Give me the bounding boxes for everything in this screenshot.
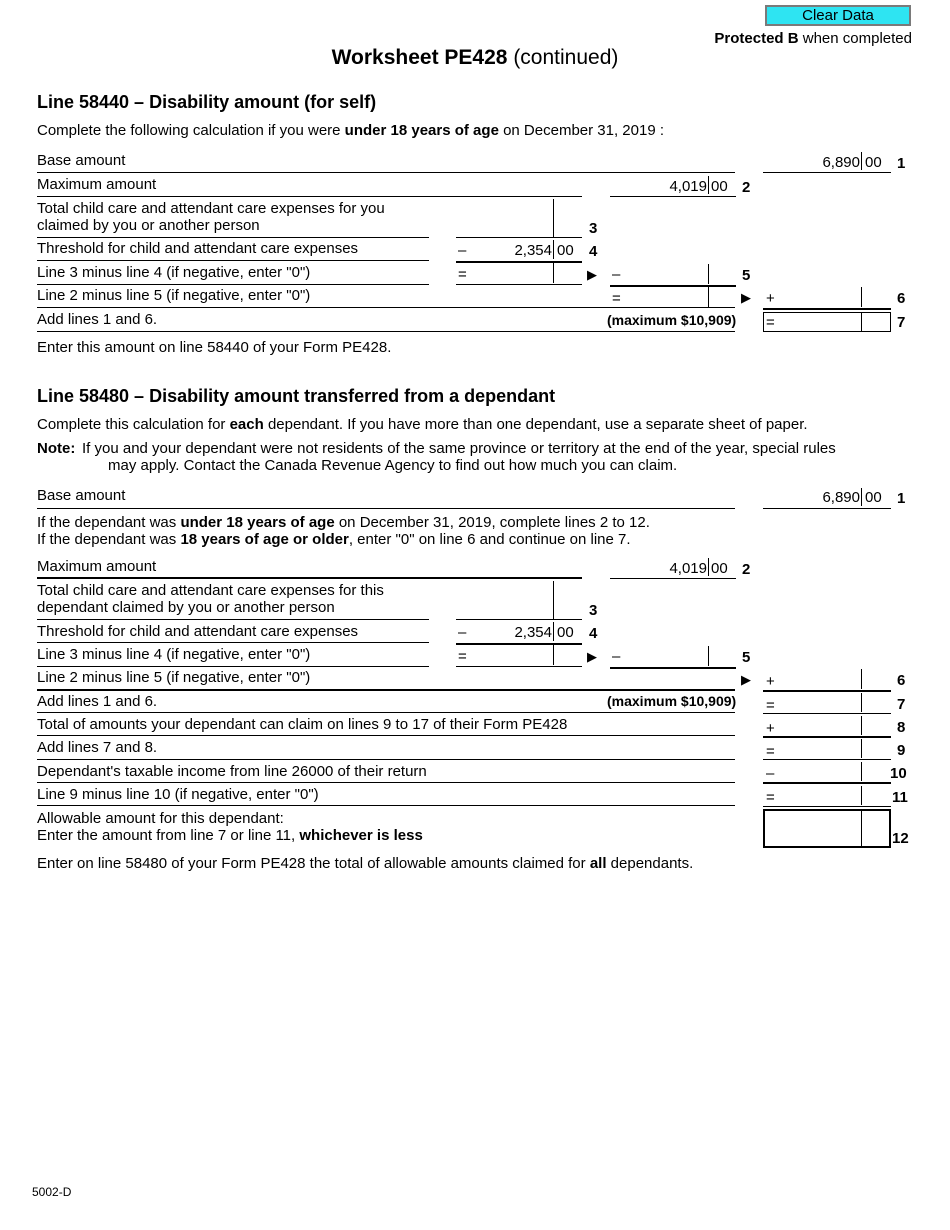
s2-l9m10-rule <box>37 805 735 806</box>
s2-base-field-rule <box>763 508 891 509</box>
title-rest: (continued) <box>507 46 619 69</box>
s2-childcare-input[interactable] <box>456 581 582 619</box>
s2-allowable-bold: whichever is less <box>299 827 423 844</box>
page-title <box>0 46 950 70</box>
s1-l2m5-label: Line 2 minus line 5 (if negative, enter "0") <box>37 287 311 304</box>
s2-line7-equals: = <box>766 697 775 714</box>
s1-intro-bold: under 18 years of age <box>344 122 499 139</box>
s2-childcare-rule <box>37 619 429 620</box>
s2-l3m4-rule <box>37 666 429 667</box>
s1-line7-input[interactable] <box>763 312 891 332</box>
s1-l3m4-input[interactable] <box>456 263 582 284</box>
s2-threshold-rule <box>37 642 429 643</box>
s2-total-claim-label: Total of amounts your dependant can claim on lines 9 to 17 of their Form PE428 <box>37 716 568 733</box>
s2-line9-sep <box>861 739 862 758</box>
s1-line-5: 5 <box>742 267 751 284</box>
s2-line11-field-rule <box>763 806 891 807</box>
s2-dep-b-bold: 18 years of age or older <box>180 531 349 548</box>
s2-dep-b-post: , enter "0" on line 6 and continue on line 7. <box>348 531 631 548</box>
s2-line-12: 12 <box>892 830 909 847</box>
s1-childcare-sep <box>553 199 554 237</box>
s2-line-3: 3 <box>589 602 598 619</box>
s2-intro-bold: each <box>229 416 264 433</box>
s2-taxable-rule <box>37 782 735 783</box>
s2-dependant-b <box>37 531 631 548</box>
s2-l3m4-equals: = <box>458 648 467 665</box>
s2-line-11: 11 <box>892 789 908 806</box>
s1-threshold-rule <box>37 260 429 261</box>
s1-threshold-label: Threshold for child and attendant care expenses <box>37 240 359 257</box>
s2-footer-bold: all <box>589 855 607 872</box>
s1-add16-rule <box>37 331 735 332</box>
s2-l2m5-rule <box>37 689 735 691</box>
s2-line5-sep <box>708 646 709 666</box>
s2-dep-a-bold: under 18 years of age <box>180 514 335 531</box>
s1-max-label: Maximum amount <box>37 176 157 193</box>
title-bold: Worksheet PE428 <box>331 46 508 69</box>
s2-threshold-minus: – <box>458 624 467 641</box>
s1-threshold-minus: – <box>458 242 467 259</box>
s2-base-label: Base amount <box>37 487 126 504</box>
s2-line7-field-rule <box>763 713 891 714</box>
s1-line7-sep <box>861 312 862 331</box>
clear-data-button[interactable]: Clear Data <box>765 5 911 26</box>
s2-line5-minus: – <box>612 648 621 665</box>
s1-intro-pre: Complete the following calculation if you were <box>37 122 345 139</box>
s2-childcare-sep <box>553 581 554 619</box>
section2-heading: Line 58480 – Disability amount transferred from a dependant <box>37 386 556 406</box>
s2-line11-input[interactable] <box>763 786 891 806</box>
s2-line10-sep <box>861 762 862 781</box>
s2-line10-field-rule <box>763 782 891 784</box>
s1-base-cents: 00 <box>865 154 882 171</box>
s2-dependant-a <box>37 514 650 531</box>
s2-max-label: Maximum amount <box>37 558 157 575</box>
s2-base-rule <box>37 508 735 509</box>
section1-intro <box>37 122 664 139</box>
s2-line5-field-rule <box>610 667 736 669</box>
protected-b-text: Protected B <box>714 30 799 47</box>
s2-line9-equals: = <box>766 743 775 760</box>
s2-line6-field-rule <box>763 690 891 692</box>
s1-line5-sep <box>708 264 709 284</box>
s1-childcare-field-rule <box>456 237 582 238</box>
s2-line-7: 7 <box>897 696 906 713</box>
s2-note-line-2: may apply. Contact the Canada Revenue Agency to find out how much you can claim. <box>108 457 678 474</box>
s2-line8-input[interactable] <box>763 716 891 736</box>
s2-line8-plus: + <box>766 720 775 737</box>
s2-line6-plus: + <box>766 673 775 690</box>
s2-line-1: 1 <box>897 490 906 507</box>
s1-line-3: 3 <box>589 220 598 237</box>
s1-max-dollars: 4,019 <box>669 178 707 195</box>
s2-max-dollars: 4,019 <box>669 560 707 577</box>
s2-add16-label: Add lines 1 and 6. <box>37 693 158 710</box>
s2-l2m5-label: Line 2 minus line 5 (if negative, enter "0") <box>37 669 311 686</box>
s2-line8-field-rule <box>763 736 891 738</box>
s1-base-rule <box>37 172 735 173</box>
s2-l3m4-label: Line 3 minus line 4 (if negative, enter "0") <box>37 646 311 663</box>
protected-b-label <box>714 30 912 47</box>
section2-intro <box>37 416 808 433</box>
s2-total-claim-rule <box>37 735 735 736</box>
s1-line-2: 2 <box>742 179 751 196</box>
s1-line-4: 4 <box>589 243 598 260</box>
s2-line10-minus: – <box>766 765 775 782</box>
s2-line-8: 8 <box>897 719 906 736</box>
s1-line5-minus: – <box>612 266 621 283</box>
s1-max-field-rule <box>610 196 736 197</box>
s1-threshold-dollars: 2,354 <box>514 242 552 259</box>
s2-line7-sep <box>861 693 862 712</box>
s1-l3m4-arrow: ▶ <box>587 267 597 282</box>
s2-line-4: 4 <box>589 625 598 642</box>
s2-line5-input[interactable] <box>610 645 736 667</box>
s1-base-field-rule <box>763 172 891 173</box>
s1-l3m4-sep <box>553 263 554 283</box>
s2-childcare-field-rule <box>456 619 582 620</box>
s2-line9-field-rule <box>763 759 891 760</box>
s2-base-dollars: 6,890 <box>822 489 860 506</box>
s2-intro-post: dependant. If you have more than one dependant, use a separate sheet of paper. <box>263 416 808 433</box>
s2-maximum-note: (maximum $10,909) <box>607 693 737 709</box>
s2-threshold-sep <box>553 622 554 641</box>
s1-line7-equals: = <box>766 314 775 331</box>
s1-add16-label: Add lines 1 and 6. <box>37 311 158 328</box>
s2-max-rule <box>37 577 582 579</box>
s2-add16-rule <box>37 712 735 713</box>
s1-base-sep <box>861 152 862 170</box>
s1-max-sep <box>708 176 709 194</box>
s1-line6-plus: + <box>766 290 775 307</box>
s1-threshold-cents: 00 <box>557 242 574 259</box>
s2-line11-sep <box>861 786 862 805</box>
s2-threshold-label: Threshold for child and attendant care expenses <box>37 623 359 640</box>
s1-l2m5-equals: = <box>612 290 621 307</box>
s2-childcare-label-1: Total child care and attendant care expenses for this <box>37 582 384 599</box>
s1-l3m4-rule <box>37 284 429 285</box>
form-code: 5002-D <box>32 1185 72 1199</box>
s1-l2m5-rule <box>37 307 735 308</box>
s2-l2m5-arrow: ▶ <box>741 672 751 687</box>
s2-threshold-cents: 00 <box>557 624 574 641</box>
s1-base-label: Base amount <box>37 152 126 169</box>
s2-footer-post: dependants. <box>606 855 694 872</box>
s2-max-sep <box>708 558 709 576</box>
s1-line6-sep <box>861 287 862 307</box>
s2-taxable-label: Dependant's taxable income from line 26000 of their return <box>37 763 427 780</box>
s2-line6-sep <box>861 669 862 689</box>
s1-line-7: 7 <box>897 314 906 331</box>
s2-line12-sep <box>861 811 862 847</box>
s1-max-cents: 00 <box>711 178 728 195</box>
s1-l2m5-arrow: ▶ <box>741 290 751 305</box>
s1-line-1: 1 <box>897 155 906 172</box>
s2-max-cents: 00 <box>711 560 728 577</box>
s1-line-6: 6 <box>897 290 906 307</box>
s2-dep-b-pre: If the dependant was <box>37 531 181 548</box>
s2-line-5: 5 <box>742 649 751 666</box>
s2-l3m4-input[interactable] <box>456 645 582 666</box>
s2-line8-sep <box>861 716 862 735</box>
s2-threshold-dollars: 2,354 <box>514 624 552 641</box>
s2-note-label: Note: <box>37 440 76 457</box>
s2-dep-a-post: on December 31, 2019, complete lines 2 to 12. <box>334 514 650 531</box>
s2-line11-equals: = <box>766 789 775 806</box>
s2-dep-a-pre: If the dependant was <box>37 514 181 531</box>
s1-maximum-note: (maximum $10,909) <box>607 312 737 328</box>
s2-line-9: 9 <box>897 742 906 759</box>
s2-base-sep <box>861 488 862 506</box>
s2-intro-pre: Complete this calculation for <box>37 416 230 433</box>
s1-footer: Enter this amount on line 58440 of your Form PE428. <box>37 339 392 356</box>
s1-line6-input[interactable] <box>763 287 891 308</box>
s2-base-cents: 00 <box>865 489 882 506</box>
s2-add78-rule <box>37 759 735 760</box>
s1-line6-field-rule <box>763 308 891 310</box>
s2-l3m4-sep <box>553 645 554 665</box>
s1-threshold-sep <box>553 240 554 259</box>
s2-note-line-1: If you and your dependant were not residents of the same province or territory at the end of the year, special rules <box>82 440 836 457</box>
s2-line-2: 2 <box>742 561 751 578</box>
s2-line6-input[interactable] <box>763 669 891 690</box>
s2-childcare-label-2: dependant claimed by you or another person <box>37 599 335 616</box>
s2-allowable-pre: Enter the amount from line 7 or line 11, <box>37 827 300 844</box>
s1-l2m5-input[interactable] <box>610 287 736 307</box>
s2-add78-label: Add lines 7 and 8. <box>37 739 158 756</box>
s2-line9-input[interactable] <box>763 739 891 759</box>
s1-l3m4-label: Line 3 minus line 4 (if negative, enter "0") <box>37 264 311 281</box>
s1-base-dollars: 6,890 <box>822 154 860 171</box>
s2-allowable-label-2 <box>37 827 423 844</box>
s2-footer <box>37 855 693 872</box>
s1-l2m5-sep <box>708 287 709 307</box>
s2-footer-pre: Enter on line 58480 of your Form PE428 the total of allowable amounts claimed for <box>37 855 590 872</box>
section1-heading: Line 58440 – Disability amount (for self) <box>37 92 377 112</box>
s1-max-rule <box>37 196 582 197</box>
s1-l3m4-field-rule <box>456 284 582 285</box>
s2-line10-input[interactable] <box>763 762 891 782</box>
s2-allowable-label-1: Allowable amount for this dependant: <box>37 810 284 827</box>
s1-l3m4-equals: = <box>458 266 467 283</box>
s2-line7-input[interactable] <box>763 693 891 713</box>
s2-max-field-rule <box>610 578 736 579</box>
s2-line-6: 6 <box>897 672 906 689</box>
s2-l3m4-field-rule <box>456 666 582 667</box>
s1-childcare-input[interactable] <box>456 199 582 237</box>
protected-suffix: when completed <box>798 30 912 47</box>
s1-childcare-label-1: Total child care and attendant care expenses for you <box>37 200 385 217</box>
s2-l9m10-label: Line 9 minus line 10 (if negative, enter "0") <box>37 786 319 803</box>
s2-l3m4-arrow: ▶ <box>587 649 597 664</box>
s1-childcare-label-2: claimed by you or another person <box>37 217 260 234</box>
s1-intro-post: on December 31, 2019 : <box>498 122 665 139</box>
s2-line12-input[interactable] <box>763 809 891 848</box>
s1-childcare-rule <box>37 237 429 238</box>
s2-line-10: 10 <box>890 765 907 782</box>
s1-line5-input[interactable] <box>610 263 736 285</box>
